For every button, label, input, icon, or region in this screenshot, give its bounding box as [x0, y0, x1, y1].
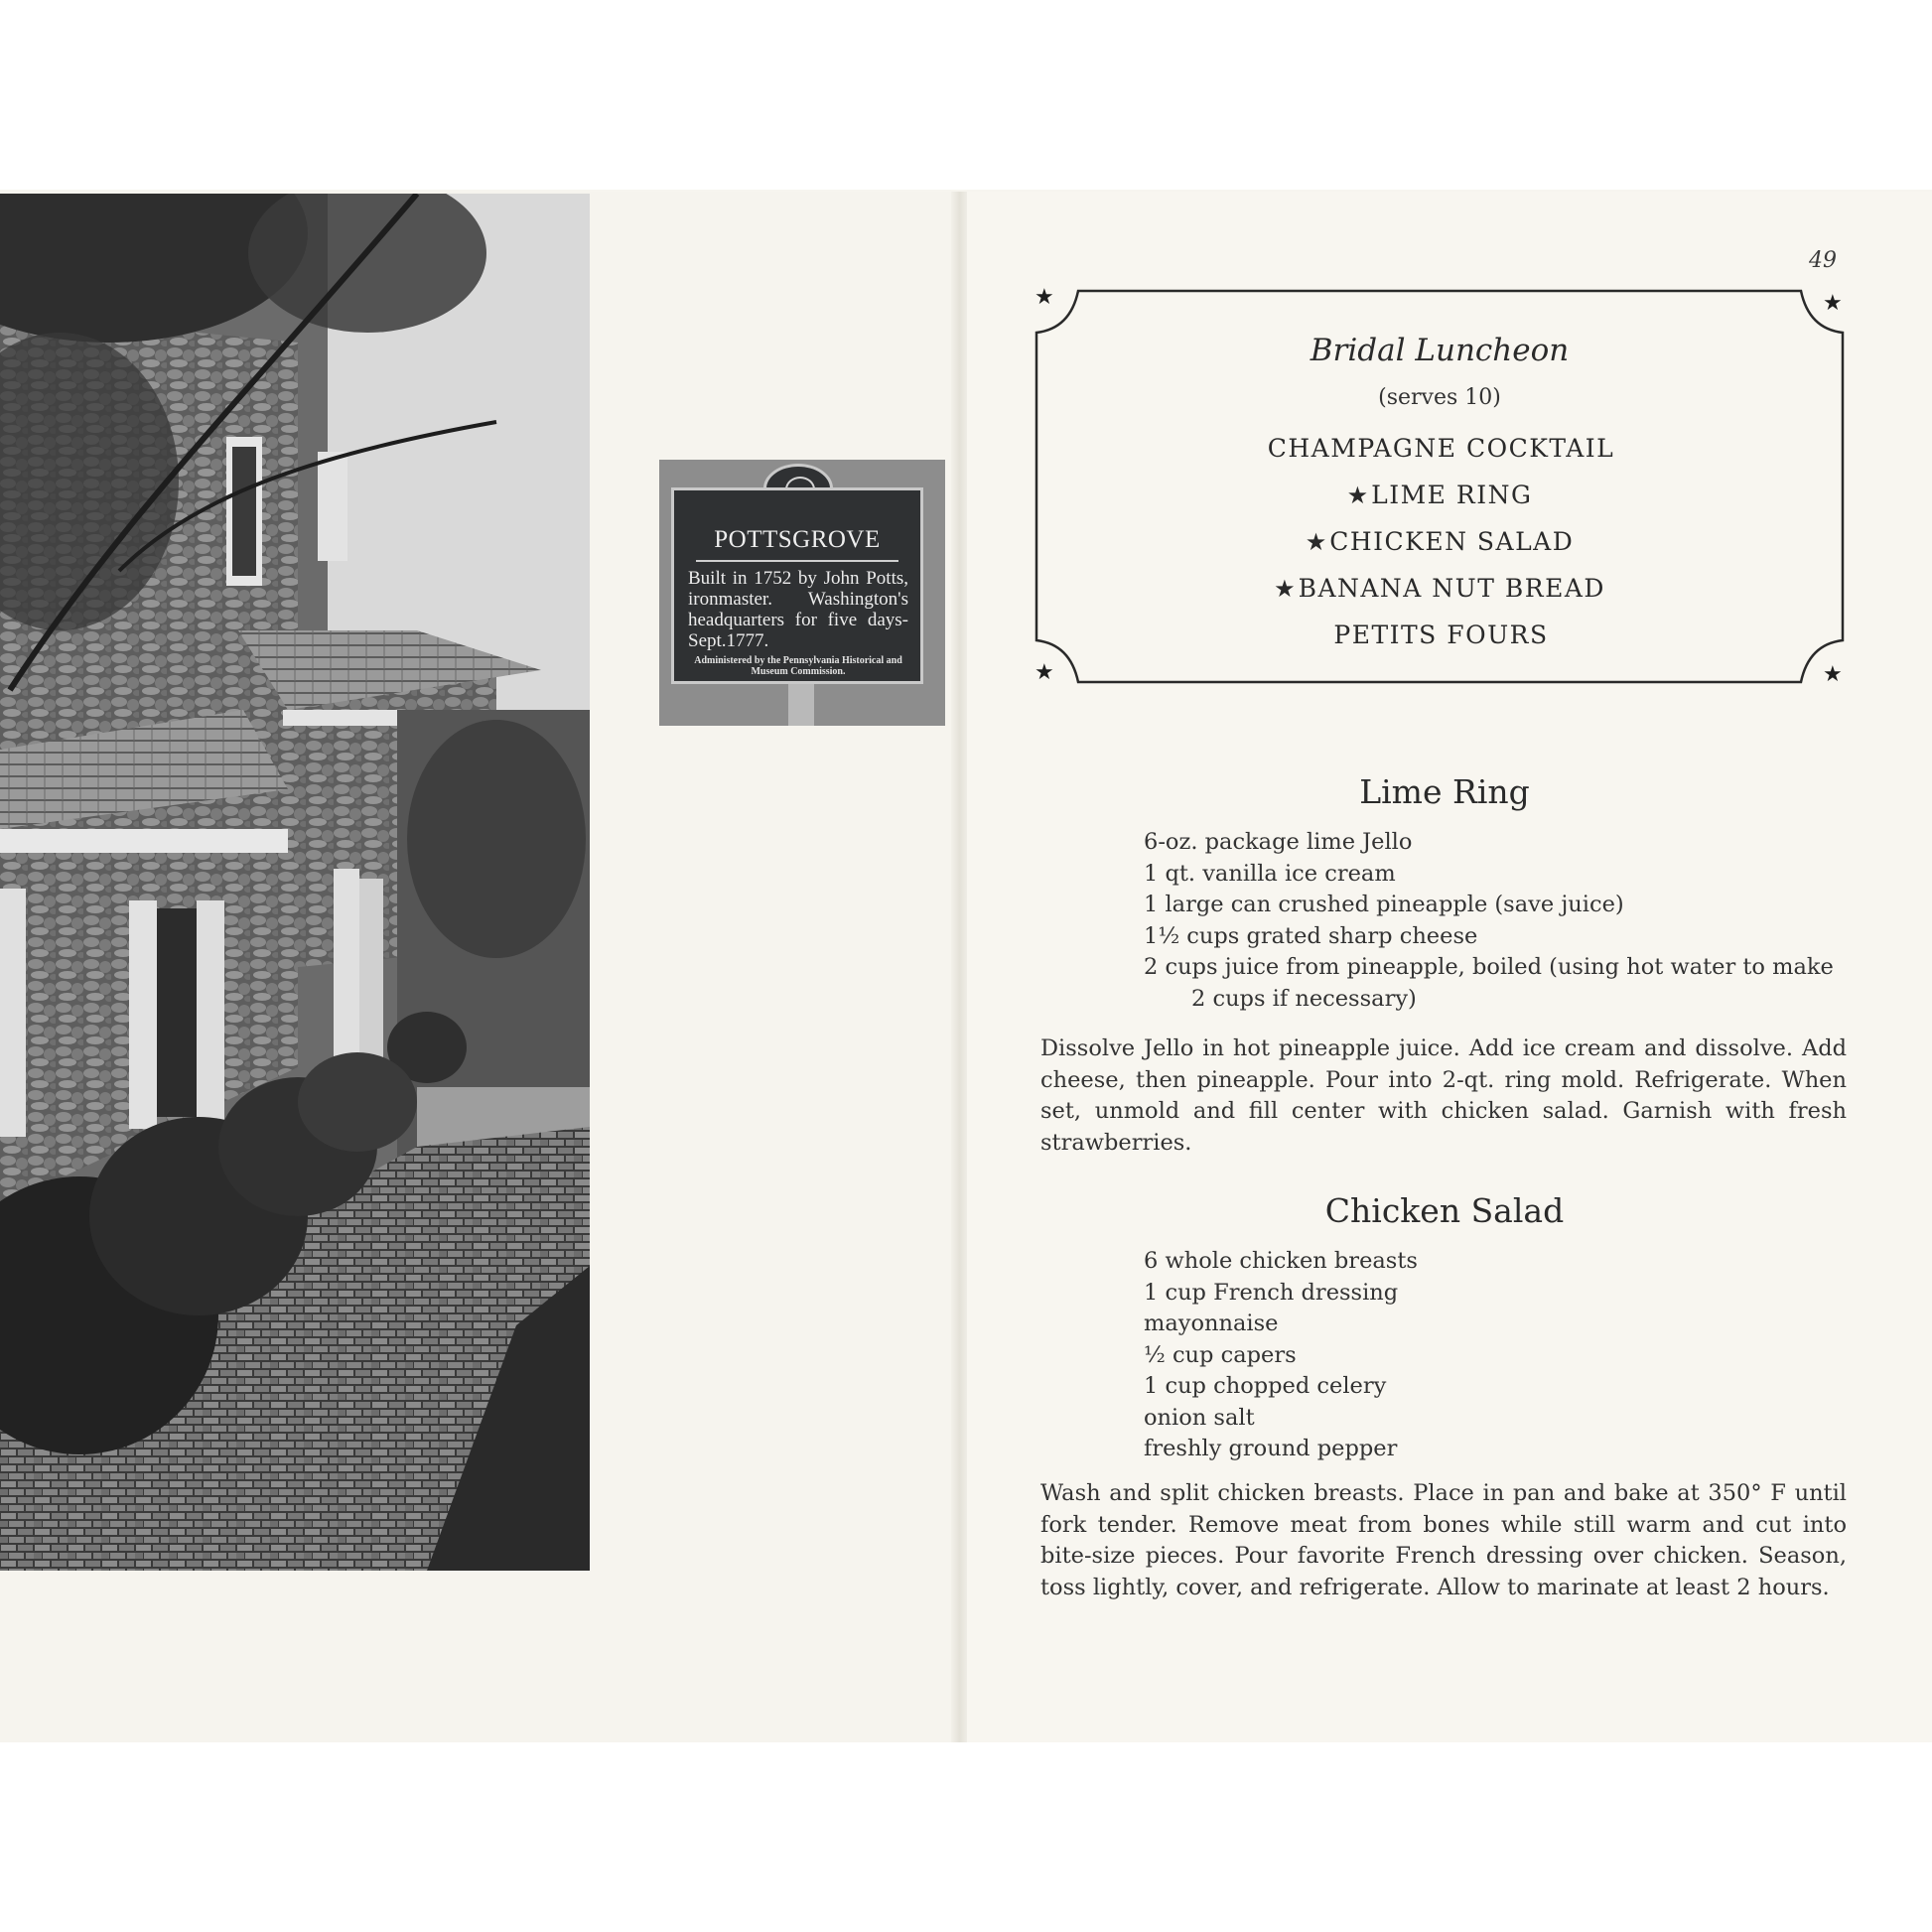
corner-star-icon: ★ [1823, 291, 1843, 316]
sign-credit: Administered by the Pennsylvania Historical and Museum Commission. [694, 655, 902, 677]
menu-item-label: BANANA NUT BREAD [1298, 574, 1605, 603]
sign-divider [696, 560, 898, 562]
menu-box [1031, 283, 1849, 690]
ingredient-item: 1 qt. vanilla ice cream [1144, 860, 1396, 887]
sign-post [788, 684, 814, 726]
chicken-salad-method: Wash and split chicken breasts. Place in pan and bake at 350° F until fork tender. Remove meat from bones while still warm and cut into bite-size pieces. Pour favorite French dressing over chicken. Season, toss lightly, cover, and refrigerate. Allow to marinate at least 2 hours. [1040, 1480, 1847, 1600]
ingredient-item: 1½ cups grated sharp cheese [1144, 922, 1478, 949]
menu-item [1031, 472, 1849, 518]
ingredient-item-continued: 2 cups if necessary) [1191, 985, 1417, 1012]
lime-ring-title: Lime Ring [1359, 772, 1530, 811]
page-number: 49 [1809, 248, 1837, 273]
star-icon: ★ [1274, 575, 1296, 603]
corner-star-icon: ★ [1823, 662, 1843, 687]
chicken-salad-ingredients [1144, 1246, 1418, 1465]
ingredient-item: 1 cup chopped celery [1144, 1373, 1387, 1399]
menu-item-label: CHAMPAGNE COCKTAIL [1267, 434, 1615, 463]
house-photo-illustration [0, 194, 590, 1571]
menu-serves: (serves 10) [1378, 385, 1501, 410]
ingredient-item: 6-oz. package lime Jello [1144, 829, 1413, 855]
menu-item [1031, 612, 1849, 658]
menu-item-label: PETITS FOURS [1333, 621, 1549, 649]
historical-marker-photograph [659, 460, 945, 726]
sign-text: Built in 1752 by John Potts, ironmaster. Washington's headquarters for five days-Sept.1777. [688, 568, 908, 651]
ingredient-item: 1 cup French dressing [1144, 1279, 1399, 1306]
left-page [0, 192, 961, 1742]
menu-title: Bridal Luncheon [1310, 333, 1570, 368]
ingredient-item: mayonnaise [1144, 1311, 1279, 1336]
lime-ring-method: Dissolve Jello in hot pineapple juice. Add ice cream and dissolve. Add cheese, then pineapple. Pour into 2-qt. ring mold. Refrigerate. When set, unmold and fill center with chicken salad. Garnish with fresh strawberries. [1040, 1035, 1847, 1156]
menu-item [1031, 518, 1849, 565]
sign-title: POTTSGROVE [714, 526, 881, 553]
ingredient-item: onion salt [1144, 1404, 1255, 1431]
menu-item-label: LIME RING [1371, 481, 1533, 509]
corner-star-icon: ★ [1035, 660, 1054, 685]
menu-items [1031, 425, 1849, 658]
ingredient-item: 6 whole chicken breasts [1144, 1248, 1418, 1274]
historical-marker-sign [671, 487, 923, 684]
lime-ring-ingredients [1144, 827, 1834, 1015]
book-gutter [951, 192, 967, 1742]
menu-item [1031, 565, 1849, 612]
menu-item [1031, 425, 1849, 472]
house-photograph [0, 194, 590, 1571]
ingredient-item: freshly ground pepper [1144, 1436, 1398, 1461]
ingredient-item: ½ cup capers [1144, 1341, 1297, 1368]
corner-star-icon: ★ [1035, 285, 1054, 310]
chicken-salad-title: Chicken Salad [1324, 1191, 1565, 1230]
star-icon: ★ [1305, 528, 1327, 556]
menu-item-label: CHICKEN SALAD [1329, 527, 1575, 556]
ingredient-item: 2 cups juice from pineapple, boiled (using hot water to make [1144, 954, 1834, 980]
ingredient-item: 1 large can crushed pineapple (save juice) [1144, 892, 1624, 917]
star-icon: ★ [1346, 482, 1369, 509]
